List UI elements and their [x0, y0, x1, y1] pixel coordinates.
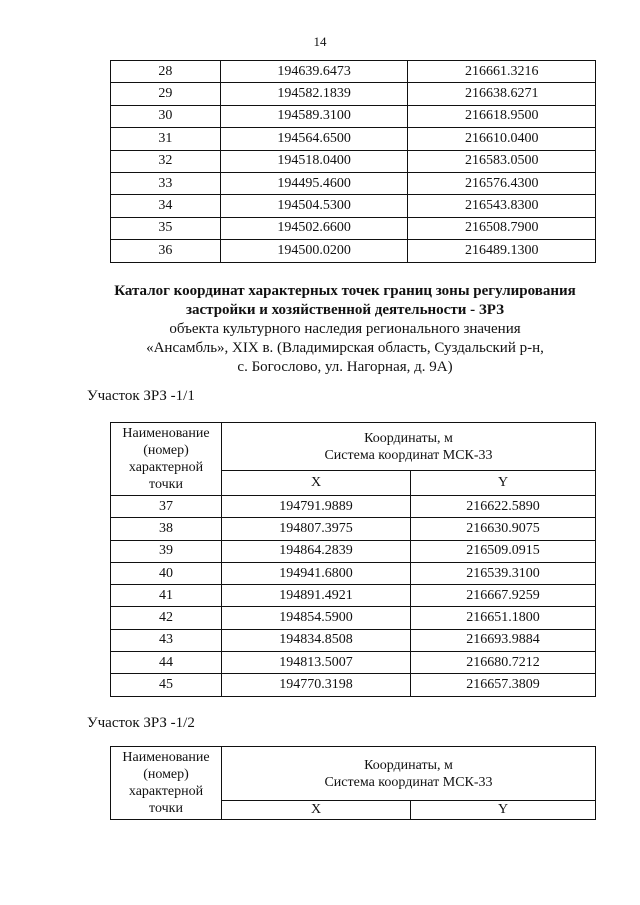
y-coordinate-cell: 216539.3100 [411, 562, 596, 584]
table-row [111, 496, 596, 518]
catalog-subtitle-line-2: «Ансамбль», XIX в. (Владимирская область, Суздальский р-н, [146, 340, 544, 356]
x-coordinate-cell: 194864.2839 [222, 540, 411, 562]
table-row [111, 195, 596, 217]
header-coordinates-label: Координаты, м [364, 757, 453, 773]
point-number-cell: 36 [111, 240, 221, 262]
y-coordinate-cell: 216543.8300 [408, 195, 596, 217]
table-row [111, 629, 596, 651]
table-row [111, 674, 596, 696]
point-number-cell: 34 [111, 195, 221, 217]
x-coordinate-cell: 194504.5300 [220, 195, 408, 217]
x-coordinate-cell: 194639.6473 [220, 61, 408, 83]
coordinates-table-continued [110, 60, 596, 263]
catalog-title [0, 282, 640, 377]
point-number-cell: 29 [111, 83, 221, 105]
header-coordinates [222, 747, 596, 801]
y-coordinate-cell: 216651.1800 [411, 607, 596, 629]
x-coordinate-cell: 194854.5900 [222, 607, 411, 629]
x-coordinate-cell: 194891.4921 [222, 585, 411, 607]
point-number-cell: 39 [111, 540, 222, 562]
table-body [111, 496, 596, 697]
x-coordinate-cell: 194500.0200 [220, 240, 408, 262]
header-coordinates-label: Координаты, м [364, 430, 453, 446]
point-number-cell: 41 [111, 585, 222, 607]
header-point-name: Наименование (номер) характерной точки [111, 747, 222, 820]
point-number-cell: 44 [111, 652, 222, 674]
point-number-cell: 38 [111, 518, 222, 540]
table-row [111, 172, 596, 194]
y-coordinate-cell: 216638.6271 [408, 83, 596, 105]
y-coordinate-cell: 216693.9884 [411, 629, 596, 651]
y-coordinate-cell: 216583.0500 [408, 150, 596, 172]
x-coordinate-cell: 194582.1839 [220, 83, 408, 105]
y-coordinate-cell: 216661.3216 [408, 61, 596, 83]
table-row [111, 540, 596, 562]
point-number-cell: 31 [111, 128, 221, 150]
table-row [111, 128, 596, 150]
header-coordinate-system: Система координат МСК-33 [324, 774, 493, 790]
x-coordinate-cell: 194502.6600 [220, 217, 408, 239]
y-coordinate-cell: 216610.0400 [408, 128, 596, 150]
table-row [111, 83, 596, 105]
header-coordinates [222, 423, 596, 471]
catalog-title-line-1: Каталог координат характерных точек границ зоны регулирования [114, 283, 576, 299]
table-row [111, 217, 596, 239]
coordinates-table-section-1 [110, 422, 596, 697]
header-coordinate-system: Система координат МСК-33 [324, 447, 493, 463]
y-coordinate-cell: 216622.5890 [411, 496, 596, 518]
page-number: 14 [313, 34, 327, 49]
point-number-cell: 42 [111, 607, 222, 629]
x-coordinate-cell: 194518.0400 [220, 150, 408, 172]
y-coordinate-cell: 216576.4300 [408, 172, 596, 194]
point-number-cell: 28 [111, 61, 221, 83]
table-row [111, 150, 596, 172]
table-row [111, 61, 596, 83]
y-coordinate-cell: 216489.1300 [408, 240, 596, 262]
y-coordinate-cell: 216630.9075 [411, 518, 596, 540]
table-row [111, 240, 596, 262]
y-coordinate-cell: 216657.3809 [411, 674, 596, 696]
catalog-title-line-2: застройки и хозяйственной деятельности - ЗРЗ [185, 302, 505, 318]
table-row [111, 607, 596, 629]
coordinates-table-section-2 [110, 746, 596, 820]
table-body [111, 61, 596, 263]
section-title-2: Участок ЗРЗ -1/2 [87, 715, 195, 731]
point-number-cell: 45 [111, 674, 222, 696]
x-coordinate-cell: 194589.3100 [220, 105, 408, 127]
point-number-cell: 32 [111, 150, 221, 172]
catalog-subtitle-line-3: с. Богослово, ул. Нагорная, д. 9А) [237, 359, 453, 375]
point-number-cell: 35 [111, 217, 221, 239]
table-row [111, 652, 596, 674]
table-row [111, 585, 596, 607]
header-y: Y [411, 801, 596, 820]
table-row [111, 562, 596, 584]
y-coordinate-cell: 216667.9259 [411, 585, 596, 607]
point-number-cell: 43 [111, 629, 222, 651]
y-coordinate-cell: 216508.7900 [408, 217, 596, 239]
x-coordinate-cell: 194564.6500 [220, 128, 408, 150]
point-number-cell: 40 [111, 562, 222, 584]
header-point-name: Наименование (номер) характерной точки [111, 423, 222, 496]
table-row [111, 105, 596, 127]
section-title-1: Участок ЗРЗ -1/1 [87, 388, 195, 404]
y-coordinate-cell: 216618.9500 [408, 105, 596, 127]
y-coordinate-cell: 216509.0915 [411, 540, 596, 562]
y-coordinate-cell: 216680.7212 [411, 652, 596, 674]
x-coordinate-cell: 194813.5007 [222, 652, 411, 674]
table-row [111, 518, 596, 540]
point-number-cell: 33 [111, 172, 221, 194]
x-coordinate-cell: 194791.9889 [222, 496, 411, 518]
header-x: X [222, 801, 411, 820]
point-number-cell: 30 [111, 105, 221, 127]
x-coordinate-cell: 194770.3198 [222, 674, 411, 696]
header-y: Y [411, 471, 596, 496]
catalog-subtitle-line-1: объекта культурного наследия регионального значения [169, 321, 521, 337]
x-coordinate-cell: 194807.3975 [222, 518, 411, 540]
x-coordinate-cell: 194495.4600 [220, 172, 408, 194]
x-coordinate-cell: 194834.8508 [222, 629, 411, 651]
point-number-cell: 37 [111, 496, 222, 518]
header-x: X [222, 471, 411, 496]
x-coordinate-cell: 194941.6800 [222, 562, 411, 584]
